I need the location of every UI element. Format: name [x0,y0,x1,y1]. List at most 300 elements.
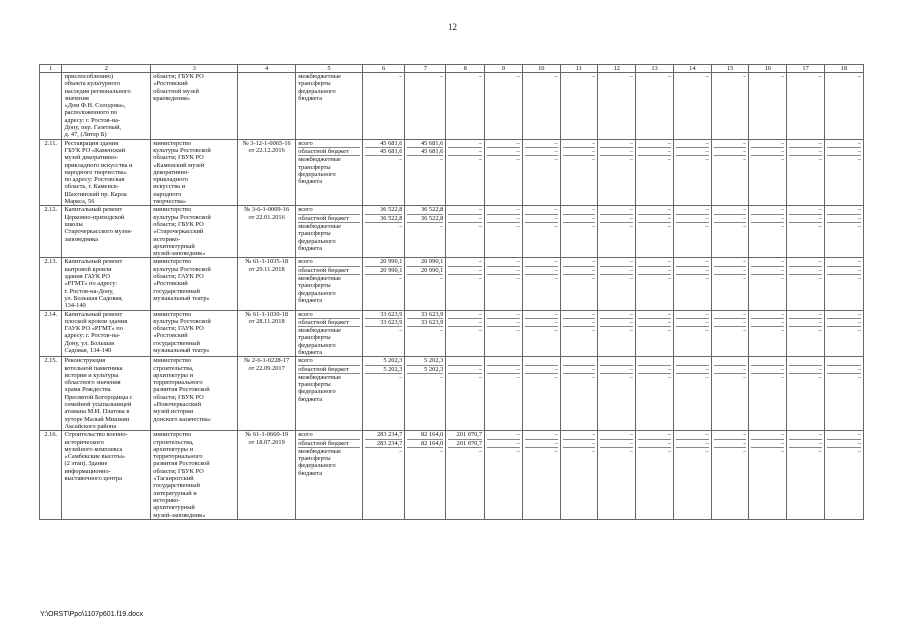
object-name-line: прикладного искусства и [64,161,133,169]
amount-value: – [478,447,483,455]
spacer [638,462,671,469]
amount-value: 45 681,6 [407,140,443,148]
spacer [525,80,558,87]
spacer [365,238,403,245]
object-name-line: значения [64,94,89,102]
amount-cell [749,431,787,520]
amount-value: – [743,275,747,283]
executor-line: государственный [153,287,200,295]
amount-value: – [743,222,747,230]
executor-line: министерство [153,258,192,266]
column-header: 6 [362,65,405,73]
amount-value: – [743,447,747,455]
amount-value: – [563,311,596,319]
executor-line: краеведения» [153,94,191,102]
spacer [789,297,822,304]
amount-cell [522,139,560,206]
executor-line: архитектурный [153,242,195,250]
amount-cell [636,206,674,258]
amount-cell [560,357,598,431]
amount-value: – [399,156,403,164]
spacer [487,178,520,185]
amount-cell [446,258,485,310]
spacer [365,396,403,403]
amount-cell [787,139,825,206]
expert-conclusion-line: от 29.11.2018 [248,265,285,273]
amount-value: – [592,156,596,164]
amount-value: 45 681,6 [365,140,403,148]
amount-cell [560,206,598,258]
spacer [563,297,596,304]
spacer [751,80,784,87]
spacer [563,164,596,171]
spacer [487,381,520,388]
amount-cell [446,206,485,258]
funding-source-line: всего [298,258,359,266]
spacer [487,245,520,252]
object-name-line: здания ГАУК РО [64,273,111,281]
spacer [487,396,520,403]
amount-cell [787,431,825,520]
funding-source-line: всего [298,311,359,319]
spacer [714,245,747,252]
expert-conclusion [238,258,296,310]
executor-line: области; ГБУК РО [153,220,204,228]
amount-value: – [857,73,861,80]
amount-value: – [554,373,558,381]
amount-cell [522,310,560,357]
amount-cell [362,357,405,431]
spacer [676,388,709,395]
spacer [789,178,822,185]
amount-value: – [818,327,822,335]
spacer [600,80,633,87]
object-name-line: храма Рождества [64,386,111,394]
amount-value: – [781,156,785,164]
amount-cell [825,139,864,206]
column-header: 5 [296,65,362,73]
spacer [487,297,520,304]
spacer [407,388,443,395]
object-name-line: Капитальный ремонт [64,206,123,214]
executor-line: строительства, [153,364,194,372]
spacer [789,470,822,477]
executor [151,357,238,431]
amount-value: – [600,258,633,266]
amount-value [638,357,671,365]
amount-value: – [448,311,482,319]
spacer [365,470,403,477]
amount-value: – [751,366,784,374]
spacer [407,88,443,95]
spacer [676,95,709,102]
spacer [714,171,747,178]
spacer [751,164,784,171]
spacer [407,334,443,341]
spacer [676,171,709,178]
amount-value: – [516,447,520,455]
spacer [487,230,520,237]
amount-value: – [554,447,558,455]
spacer [407,462,443,469]
executor-line: области; ГБУК РО [153,467,204,475]
column-header: 13 [636,65,674,73]
amount-value: – [705,447,709,455]
spacer [525,470,558,477]
spacer [525,349,558,356]
amount-value [563,357,596,365]
executor-line: историко- [153,235,181,243]
column-header: 9 [485,65,523,73]
amount-value: – [705,327,709,335]
amount-cell [362,431,405,520]
object-name-line: наследия регионального [64,87,131,95]
spacer [751,342,784,349]
object-name [62,139,151,206]
executor-line: области; ГАУК РО [153,325,204,333]
amount-value: – [781,327,785,335]
object-name-line: Капитальный ремонт [64,258,123,266]
amount-cell [673,258,711,310]
spacer [827,297,861,304]
amount-value: – [751,440,784,448]
spacer [827,396,861,403]
amount-value: – [399,275,403,283]
spacer [365,349,403,356]
spacer [638,245,671,252]
funding-source-line: областной бюджет [298,440,359,448]
amount-value: – [563,319,596,327]
spacer [448,396,482,403]
object-name-line: ГБУК РО «Каменский [64,146,126,154]
amount-cell [560,258,598,310]
amount-value: – [827,311,861,319]
funding-source-line: бюджета [298,94,323,102]
amount-value: – [563,258,596,266]
amount-value: – [676,258,709,266]
amount-value: – [487,148,520,156]
column-header: 1 [40,65,62,73]
amount-cell [787,206,825,258]
spacer [638,164,671,171]
spacer [638,95,671,102]
amount-value: – [554,275,558,283]
amount-value: – [554,222,558,230]
amount-value: – [667,447,671,455]
executor [151,139,238,206]
spacer [563,349,596,356]
object-name-line: 134-140 [64,302,86,310]
amount-value: – [487,140,520,148]
spacer [448,455,482,462]
amount-value: – [448,215,482,223]
spacer [448,462,482,469]
spacer [638,349,671,356]
amount-value: – [751,215,784,223]
object-name-line: (2 этап). Здание [64,460,108,468]
object-name-line: расположенного по [64,109,118,117]
amount-cell [825,73,864,140]
funding-source-line: бюджета [298,348,323,356]
object-name-line: Старочеркасского музея- [64,228,133,236]
spacer [751,95,784,102]
spacer [714,290,747,297]
amount-value: – [440,373,444,381]
funding-source-line: областной бюджет [298,366,359,374]
amount-value: – [592,373,596,381]
amount-value: – [516,73,520,80]
spacer [365,95,403,102]
amount-value: – [789,311,822,319]
spacer [751,388,784,395]
spacer [407,245,443,252]
spacer [487,80,520,87]
spacer [448,290,482,297]
object-name-line: по адресу: Ростовская [64,176,125,184]
amount-cell [446,431,485,520]
amount-cell [485,357,523,431]
executor-line: культуры Ростовской [153,213,211,221]
amount-cell [825,431,864,520]
spacer [407,178,443,185]
amount-value: – [743,73,747,80]
amount-value: – [789,319,822,327]
amount-cell [673,357,711,431]
executor-line: развития Ростовской [153,460,210,468]
spacer [365,282,403,289]
amount-value: 33 623,9 [365,311,403,319]
spacer [714,462,747,469]
amount-cell [711,73,749,140]
amount-value: – [714,148,747,156]
object-name [62,206,151,258]
spacer [487,342,520,349]
spacer [487,462,520,469]
amount-value: – [638,431,671,439]
amount-value: – [638,140,671,148]
amount-value: – [714,366,747,374]
spacer [407,80,443,87]
spacer [676,342,709,349]
amount-cell [636,310,674,357]
column-header: 12 [598,65,636,73]
object-name-line: народного творчества» [64,168,127,176]
spacer [827,349,861,356]
amount-value: – [827,267,861,275]
amount-cell [446,310,485,357]
spacer [525,230,558,237]
spacer [638,334,671,341]
amount-cell [711,310,749,357]
amount-cell [446,73,485,140]
spacer [638,290,671,297]
spacer [827,95,861,102]
amount-value: – [705,275,709,283]
expert-conclusion-line: № 61-1-1035-18 [245,258,289,266]
amount-value: – [592,327,596,335]
amount-cell [636,431,674,520]
executor-line: прикладного [153,176,188,184]
spacer [676,349,709,356]
spacer [407,95,443,102]
spacer [407,342,443,349]
spacer [407,381,443,388]
spacer [638,178,671,185]
executor-line: строительства, [153,438,194,446]
amount-cell [598,310,636,357]
spacer [676,297,709,304]
object-name-line: Садовая, 134-140 [64,346,112,354]
amount-value: – [629,373,634,381]
spacer [563,342,596,349]
spacer [487,470,520,477]
executor [151,310,238,357]
amount-value: – [448,258,482,266]
amount-cell [787,73,825,140]
amount-value: – [667,73,671,80]
table-row [40,431,864,520]
row-number: 2.14. [40,310,62,357]
table-row [40,139,864,206]
amount-value: – [714,215,747,223]
amount-cell [749,206,787,258]
amount-value: – [818,73,822,80]
table-row [40,310,864,357]
amount-value: – [440,275,444,283]
amount-value: – [638,319,671,327]
spacer [714,178,747,185]
object-name-line: ул. Большая Садовая, [64,294,123,302]
amount-value [676,357,709,365]
spacer [827,245,861,252]
executor-line: «Таганрогский [153,475,194,483]
spacer [600,388,633,395]
column-header: 3 [151,65,238,73]
table-row [40,73,864,140]
spacer [714,388,747,395]
amount-value: – [600,148,633,156]
amount-value: – [525,366,558,374]
row-number: 2.12. [40,206,62,258]
amount-value: – [600,215,633,223]
amount-value: – [554,73,558,80]
amount-value: – [600,311,633,319]
spacer [638,80,671,87]
executor-line: искусства и [153,183,186,191]
amount-value: – [516,275,520,283]
spacer [600,95,633,102]
amount-value: – [827,366,861,374]
funding-source-line: межбюджетные [298,156,341,164]
object-name-line: заповедника [64,235,99,243]
expert-conclusion-line: № 2-6-1-0228-17 [244,357,290,365]
amount-value: 36 522,8 [365,206,403,214]
object-name-line: Капитальный ремонт [64,310,123,318]
amount-value: 20 990,1 [365,258,403,266]
amount-cell [560,310,598,357]
spacer [525,238,558,245]
amount-value: – [448,267,482,275]
amount-value: – [478,222,483,230]
amount-cell [362,310,405,357]
amount-value: – [676,440,709,448]
amount-value: 201 070,7 [448,440,482,448]
spacer [407,230,443,237]
spacer [827,171,861,178]
amount-value: – [818,373,822,381]
spacer [714,282,747,289]
spacer [487,88,520,95]
spacer [676,396,709,403]
object-name-line: исторического [64,438,104,446]
spacer [827,178,861,185]
spacer [487,282,520,289]
spacer [789,462,822,469]
funding-source [296,139,362,206]
row-number: 2.15. [40,357,62,431]
amount-value: – [789,258,822,266]
executor-line: развития Ростовской [153,386,210,394]
column-header: 8 [446,65,485,73]
amount-value: – [399,447,403,455]
spacer [365,245,403,252]
funding-source-line: всего [298,140,359,148]
spacer [827,230,861,237]
spacer [676,164,709,171]
spacer [448,349,482,356]
spacer [487,334,520,341]
spacer [600,381,633,388]
spacer [448,245,482,252]
expert-conclusion [238,310,296,357]
amount-value: – [629,447,634,455]
object-name-line: музейного комплекса [64,445,123,453]
amount-value: – [667,222,671,230]
spacer [714,342,747,349]
amount-cell [825,206,864,258]
object-name-line: шатровой кровли [64,265,112,273]
amount-value: – [629,73,634,80]
spacer [676,334,709,341]
amount-value: – [600,206,633,214]
spacer [676,178,709,185]
executor-line: государственный [153,482,200,490]
spacer [789,396,822,403]
object-name-line: Реконструкция [64,357,106,365]
amount-value: – [705,156,709,164]
spacer [676,80,709,87]
amount-value: – [781,275,785,283]
amount-value [525,357,558,365]
spacer [638,470,671,477]
amount-value: – [600,140,633,148]
amount-cell [362,258,405,310]
spacer [563,290,596,297]
amount-value: – [487,319,520,327]
spacer [600,164,633,171]
amount-value: – [448,366,482,374]
spacer [676,470,709,477]
amount-value: – [743,156,747,164]
amount-value: – [818,156,822,164]
amount-value: – [563,440,596,448]
amount-value: – [781,447,785,455]
spacer [365,342,403,349]
spacer [563,171,596,178]
amount-value: – [516,222,520,230]
spacer [751,178,784,185]
funding-source-line: трансферты [298,163,331,171]
